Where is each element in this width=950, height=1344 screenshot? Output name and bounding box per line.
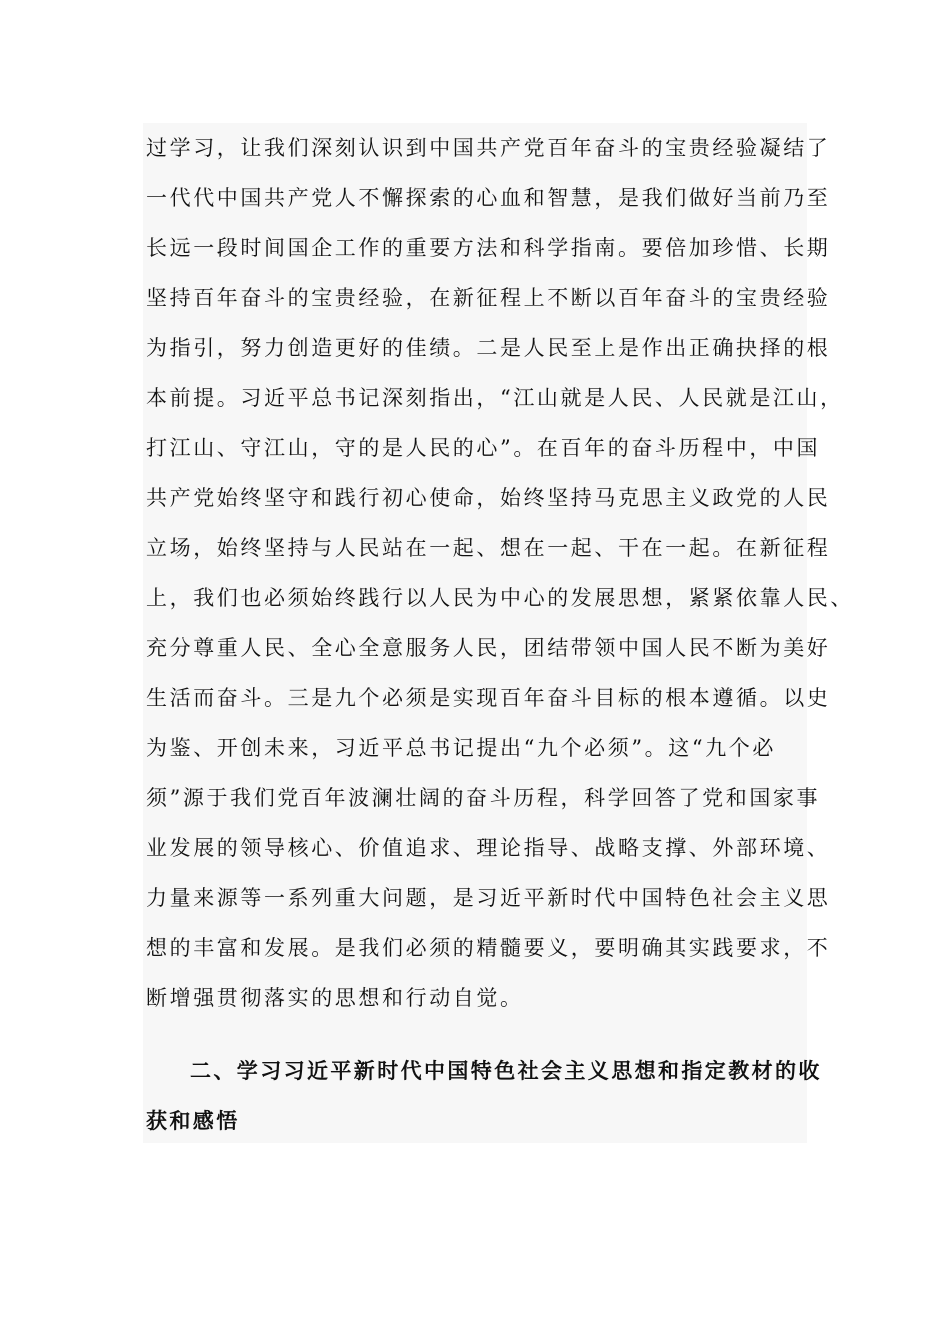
paragraph-line: 立场，始终坚持与人民站在一起、想在一起、干在一起。在新征程 <box>146 536 831 560</box>
paragraph-line: 断增强贯彻落实的思想和行动自觉。 <box>146 986 524 1010</box>
paragraph-line: 充分尊重人民、全心全意服务人民，团结带领中国人民不断为美好 <box>146 636 831 660</box>
paragraph-line: 本前提。习近平总书记深刻指出，“江山就是人民、人民就是江山， <box>146 386 844 410</box>
paragraph-line: 力量来源等一系列重大问题，是习近平新时代中国特色社会主义思 <box>146 886 831 910</box>
heading-line: 二、学习习近平新时代中国特色社会主义思想和指定教材的收 <box>190 1058 822 1083</box>
paragraph-line: 上，我们也必须始终践行以人民为中心的发展思想，紧紧依靠人民、 <box>146 586 854 610</box>
body-paragraph <box>146 123 854 1023</box>
paragraph-line: 须”源于我们党百年波澜壮阔的奋斗历程，科学回答了党和国家事 <box>146 786 821 810</box>
paragraph-line: 打江山、守江山，守的是人民的心”。在百年的奋斗历程中，中国 <box>146 436 821 460</box>
paragraph-line: 想的丰富和发展。是我们必须的精髓要义，要明确其实践要求，不 <box>146 936 831 960</box>
paragraph-line: 长远一段时间国企工作的重要方法和科学指南。要倍加珍惜、长期 <box>146 236 831 260</box>
paragraph-line: 过学习，让我们深刻认识到中国共产党百年奋斗的宝贵经验凝结了 <box>146 136 831 160</box>
paragraph-line: 生活而奋斗。三是九个必须是实现百年奋斗目标的根本遵循。以史 <box>146 686 831 710</box>
heading-line: 获和感悟 <box>146 1108 240 1133</box>
paragraph-line: 为指引，努力创造更好的佳绩。二是人民至上是作出正确抉择的根 <box>146 336 831 360</box>
section-heading <box>146 1046 846 1146</box>
paragraph-line: 业发展的领导核心、价值追求、理论指导、战略支撑、外部环境、 <box>146 836 831 860</box>
paragraph-line: 共产党始终坚守和践行初心使命，始终坚持马克思主义政党的人民 <box>146 486 831 510</box>
paragraph-line: 一代代中国共产党人不懈探索的心血和智慧，是我们做好当前乃至 <box>146 186 831 210</box>
paragraph-line: 坚持百年奋斗的宝贵经验，在新征程上不断以百年奋斗的宝贵经验 <box>146 286 831 310</box>
paragraph-line: 为鉴、开创未来，习近平总书记提出“九个必须”。这“九个必 <box>146 736 777 760</box>
